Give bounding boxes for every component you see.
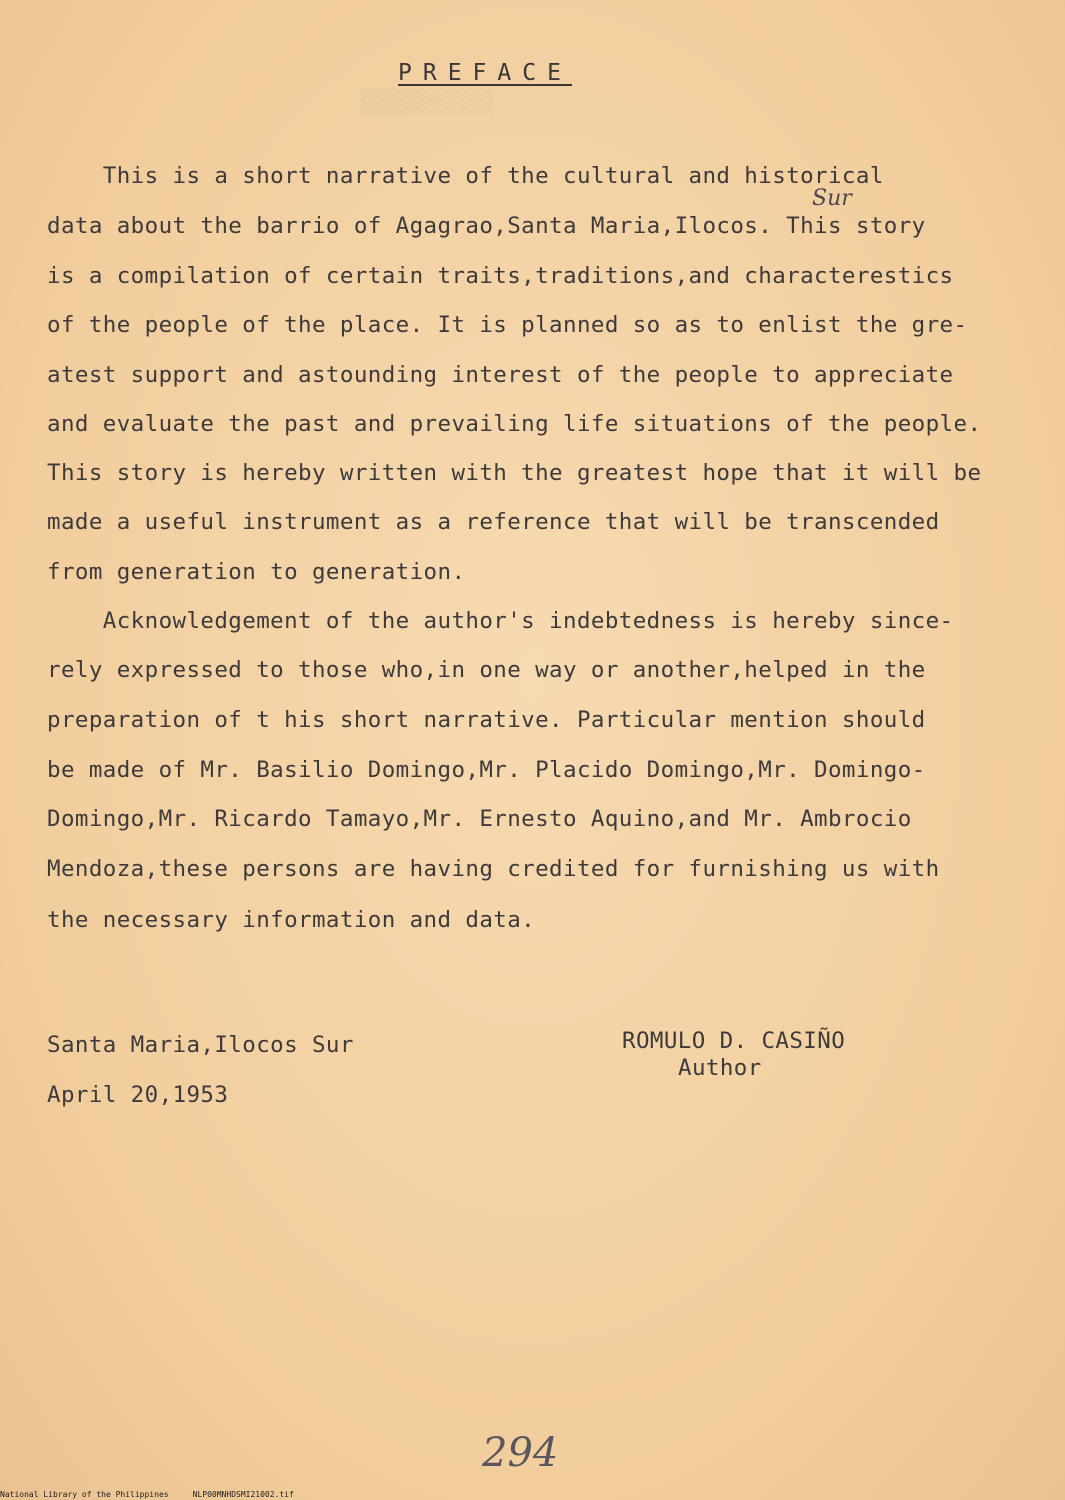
author-role: Author — [678, 1055, 762, 1081]
paragraph-2-line: the necessary information and data. — [47, 907, 536, 933]
paragraph-1-line: from generation to generation. — [47, 559, 466, 585]
paragraph-2-line: Mendoza,these persons are having credited for furnishing us with — [47, 856, 940, 882]
handwritten-insert: Sur — [812, 186, 852, 211]
paragraph-1-line: is a compilation of certain traits,traditions,and characterestics — [47, 263, 954, 289]
paragraph-1-line: and evaluate the past and prevailing life situations of the people. — [47, 411, 982, 437]
paragraph-1-line: atest support and astounding interest of the people to appreciate — [47, 362, 954, 388]
paragraph-1-line: This is a short narrative of the cultural and historical — [47, 163, 884, 189]
bleed-through-mark: ▒▒▒▒▒▒▒▒▒▒ — [360, 90, 493, 115]
paragraph-2-line: Acknowledgement of the author's indebtedness is hereby since- — [47, 608, 954, 634]
paragraph-2-line: Domingo,Mr. Ricardo Tamayo,Mr. Ernesto Aquino,and Mr. Ambrocio — [47, 806, 912, 832]
paragraph-2-line: rely expressed to those who,in one way or another,helped in the — [47, 657, 926, 683]
paragraph-2-line: be made of Mr. Basilio Domingo,Mr. Placido Domingo,Mr. Domingo- — [47, 757, 926, 783]
handwritten-page-number: 294 — [482, 1430, 559, 1476]
author-name: ROMULO D. CASIÑO — [622, 1028, 846, 1054]
archive-footer: National Library of the Philippines NLP00MNHDSMI21002.tif — [0, 1490, 294, 1499]
paragraph-1-line: made a useful instrument as a reference that will be transcended — [47, 509, 940, 535]
paragraph-2-line: preparation of t his short narrative. Particular mention should — [47, 707, 926, 733]
paragraph-1-line: data about the barrio of Agagrao,Santa Maria,Ilocos. This story — [47, 213, 926, 239]
place-line: Santa Maria,Ilocos Sur — [47, 1032, 354, 1058]
date-line: April 20,1953 — [47, 1082, 229, 1108]
page-title: PREFACE — [398, 60, 572, 86]
paragraph-1-line: This story is hereby written with the greatest hope that it will be — [47, 460, 982, 486]
paragraph-1-line: of the people of the place. It is planned so as to enlist the gre- — [47, 312, 968, 338]
